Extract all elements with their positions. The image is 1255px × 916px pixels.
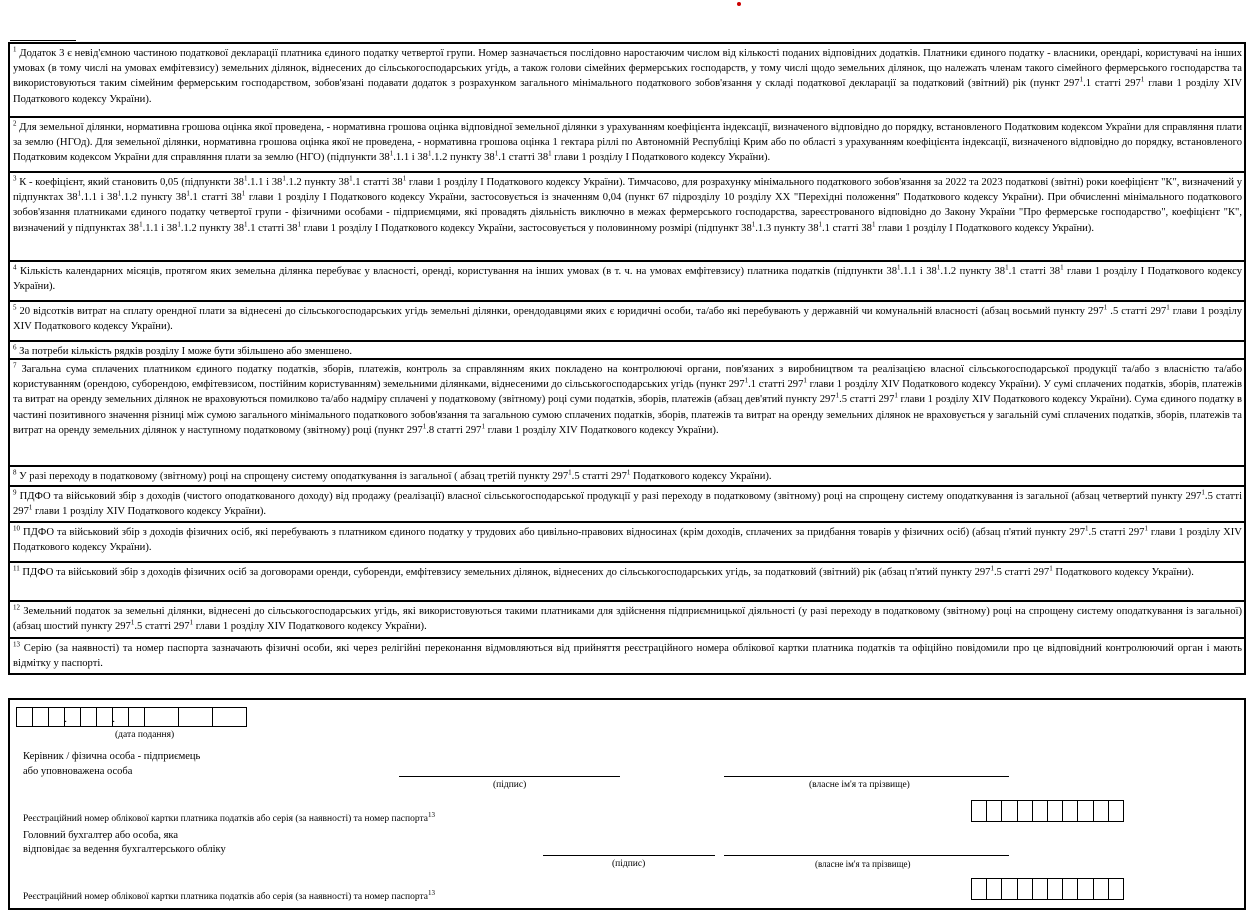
accountant-reg-number-boxes[interactable]	[971, 878, 1124, 900]
accountant-signature-caption: (підпис)	[612, 859, 646, 869]
head-signature-line[interactable]	[399, 776, 620, 777]
head-name-caption: (власне ім'я та прізвище)	[809, 780, 910, 790]
footnote-8: $^8$ У разі переходу в податковому (звітному) році на спрощену систему оподаткування із загальної ( абзац третій пункту $297^1.5$ статті $297^1$ Податкового кодексу України).	[8, 465, 1246, 485]
accountant-name-caption: (власне ім'я та прізвище)	[815, 859, 911, 869]
head-signature-caption: (підпис)	[493, 780, 527, 790]
head-label-line1: Керівник / фізична особа - підприємець	[23, 751, 201, 762]
footnote-9: $^9$ ПДФО та військовий збір з доходів (чистого оподаткованого доходу) від продажу (реалізації) власної сільськогосподарської продукції у разі переходу в податковому (звітному) році на спрощену систему оподаткування із загальної (абзац четвертий пункту $297^1.5$ статті $297^1$ глави 1 розділу XIV Податкового кодексу України).	[8, 485, 1246, 521]
footnote-3: $^3$ К - коефіцієнт, який становить 0,05 (підпункти $38^1.1.1$ і $38^1.1.2$ пункту $38^1.1$ статті $38^1$ глави 1 розділу І Податкового кодексу України). Тимчасово, для розрахунку мінімального податкового зобов'язання за 2022 та 2023 податкові (звітні) роки коефіцієнт "К", визначений у підпунктах $38^1.1.1$ і $38^1.1.2$ пункту $38^1.1$ статті $38^1$ глави 1 розділу І Податкового кодексу України, застосовується із значенням 0,04 (пункт 67 підрозділу 10 розділу XX "Перехідні положення" Податкового кодексу України). При обчисленні мінімального податкового зобов'язання платниками єдиного податку четвертої групи - фізичними особами - підприємцями, які провадять діяльність виключно в межах фермерського господарства, зареєстрованого відповідно до Закону України "Про фермерське господарство", коефіцієнт "К", визначений у підпунктах $38^1.1.1$ і $38^1.1.2$ пункту $38^1.1$ статті $38^1$ глави 1 розділу І Податкового кодексу України, застосовується у половинному розмірі (підпункт $38^1.1.3$ пункту $38^1.1$ статті $38^1$ глави 1 розділу І Податкового кодексу України).	[8, 171, 1246, 260]
head-reg-number-label: Реєстраційний номер облікової картки платника податків або серія (за наявності) та номер паспорта$^{13}$	[23, 811, 435, 825]
accountant-reg-number-label: Реєстраційний номер облікової картки платника податків або серія (за наявності) та номер паспорта$^{13}$	[23, 889, 435, 903]
footnote-11: $^{11}$ ПДФО та військовий збір з доходів фізичних осіб за договорами оренди, суборенди, емфітевзису земельних ділянок, віднесених до сільськогосподарських угідь, за податковий (звітний) рік (абзац п'ятий пункту $297^1.5$ статті $297^1$ Податкового кодексу України).	[8, 561, 1246, 600]
head-name-line[interactable]	[724, 776, 1009, 777]
footnote-10: $^{10}$ ПДФО та військовий збір з доходів фізичних осіб, які перебувають з платником єдиного податку у трудових або цивільно-правових відносинах (крім доходів, сплачених за придбання товарів у фізичних осіб) (абзац п'ятий пункту $297^1.5$ статті $297^1$ глави 1 розділу XIV Податкового кодексу України).	[8, 521, 1246, 561]
accountant-label-line1: Головний бухгалтер або особа, яка	[23, 830, 179, 841]
footnote-2: $^2$ Для земельної ділянки, нормативна грошова оцінка якої проведена, - нормативна грошова оцінка відповідної земельної ділянки з урахуванням коефіцієнта індексації, визначеного відповідно до порядку, встановленого Податковим кодексом України для справляння плати за землю (НГОд). Для земельної ділянки, нормативна грошова оцінка якої не проведена, - нормативна грошова оцінка 1 гектара ріллі по Автономній Республіці Крим або по області з урахуванням коефіцієнта індексації, визначеного відповідно до порядку, встановленого Податковим кодексом України для справляння плати за землю (НГО) (підпункти $38^1.1.1$ і $38^1.1.2$ пункту $38^1.1$ статті $38^1$ глави 1 розділу І Податкового кодексу України).	[8, 116, 1246, 171]
footnote-13: $^{13}$ Серію (за наявності) та номер паспорта зазначають фізичні особи, які через релігійні переконання відмовляються від прийняття реєстраційного номера облікової картки платника податків та офіційно повідомили про це відповідний контролюючий орган і мають відмітку у паспорті.	[8, 637, 1246, 675]
footnote-separator	[10, 40, 76, 41]
footnotes-list	[8, 42, 1246, 675]
footnote-12: $^{12}$ Земельний податок за земельні ділянки, віднесені до сільськогосподарських угідь, які використовуються такими платниками для здійснення підприємницької діяльності (у разі переходу в податковому (звітному) році на спрощену систему оподаткування із загальної) (абзац шостий пункту $297^1.5$ статті $297^1$ глави 1 розділу XIV Податкового кодексу України).	[8, 600, 1246, 637]
head-label-line2: або уповноважена особа	[23, 766, 133, 777]
head-reg-number-boxes[interactable]	[971, 800, 1124, 822]
footnote-6: $^6$ За потреби кількість рядків розділу І може бути збільшено або зменшено.	[8, 340, 1246, 358]
footnote-4: $^4$ Кількість календарних місяців, протягом яких земельна ділянка перебуває у власності, оренді, користування на інших умовах (в т. ч. на умовах емфітевзису) платника податків (підпункти $38^1.1.1$ і $38^1.1.2$ пункту $38^1.1$ статті $38^1$ глави 1 розділу І Податкового кодексу України).	[8, 260, 1246, 300]
submission-date-boxes[interactable]: . .	[16, 707, 247, 727]
signature-section	[8, 698, 1246, 910]
footnote-5: $^5$ 20 відсотків витрат на сплату орендної плати за віднесені до сільськогосподарських угідь земельні ділянки, орендодавцями яких є юридичні особи, та/або які перебувають у державній чи комунальній власності (абзац восьмий пункту $297^1$ .5 статті $297^1$ глави 1 розділу XIV Податкового кодексу України).	[8, 300, 1246, 340]
footnote-7: $^7$ Загальна сума сплачених платником єдиного податку податків, зборів, платежів, контроль за справлянням яких покладено на контролюючі органи, пов'язаних з виробництвом та реалізацією власної сільськогосподарської продукції та/або з власністю та/або користуванням (орендою, суборендою, емфітевзисом, постійним користуванням) земельними ділянками, віднесеними до сільськогосподарських угідь (пункт $297^1.1$ статті $297^1$ глави 1 розділу XIV Податкового кодексу України). У сумі сплачених податків, зборів, платежів та витрат на оренду земельних ділянок не враховуються помилково та/або надміру сплачені у податковому (звітному) році суми податків, зборів, платежів (абзац дев'ятий пункту $297^1.5$ статті $297^1$ глави 1 розділу XIV Податкового кодексу України). Сума єдиного податку в частині позитивного значення різниці між сумою загального мінімального податкового зобов'язання та загальною сумою сплачених податків, зборів, платежів та витрат на оренду земельних ділянок не враховується у загальній сумі сплачених податків, зборів, платежів та витрат на оренду земельних ділянок у наступному податковому (звітному) році (пункт $297^1.8$ статті $297^1$ глави 1 розділу XIV Податкового кодексу України).	[8, 358, 1246, 465]
date-caption: (дата подання)	[115, 730, 175, 740]
accountant-label-line2: відповідає за ведення бухгалтерського обліку	[23, 844, 226, 855]
red-marker-dot	[737, 2, 741, 6]
accountant-name-line[interactable]	[724, 855, 1009, 856]
accountant-signature-line[interactable]	[543, 855, 715, 856]
footnote-1: $^1$ Додаток 3 є невід'ємною частиною податкової декларації платника єдиного податку четвертої групи. Номер зазначається послідовно наростаючим числом від кількості поданих відповідних додатків. Платники єдиного податку - власники, орендарі, користувачі на інших умовах (в тому числі на умовах емфітевзису) земельних ділянок, віднесених до сільськогосподарських угідь, а також голови сімейних фермерських господарств, у тому числі щодо земельних ділянок, що належать членам такого сімейного фермерського господарства та використовуються таким сімейним фермерським господарством, зобов'язані подавати додаток з розрахунком загального мінімального податкового зобов'язання у складі податкової декларації за податковий (звітний) рік (пункт $297^1.1$ статті $297^1$ глави 1 розділу XIV Податкового кодексу України).	[8, 42, 1246, 116]
